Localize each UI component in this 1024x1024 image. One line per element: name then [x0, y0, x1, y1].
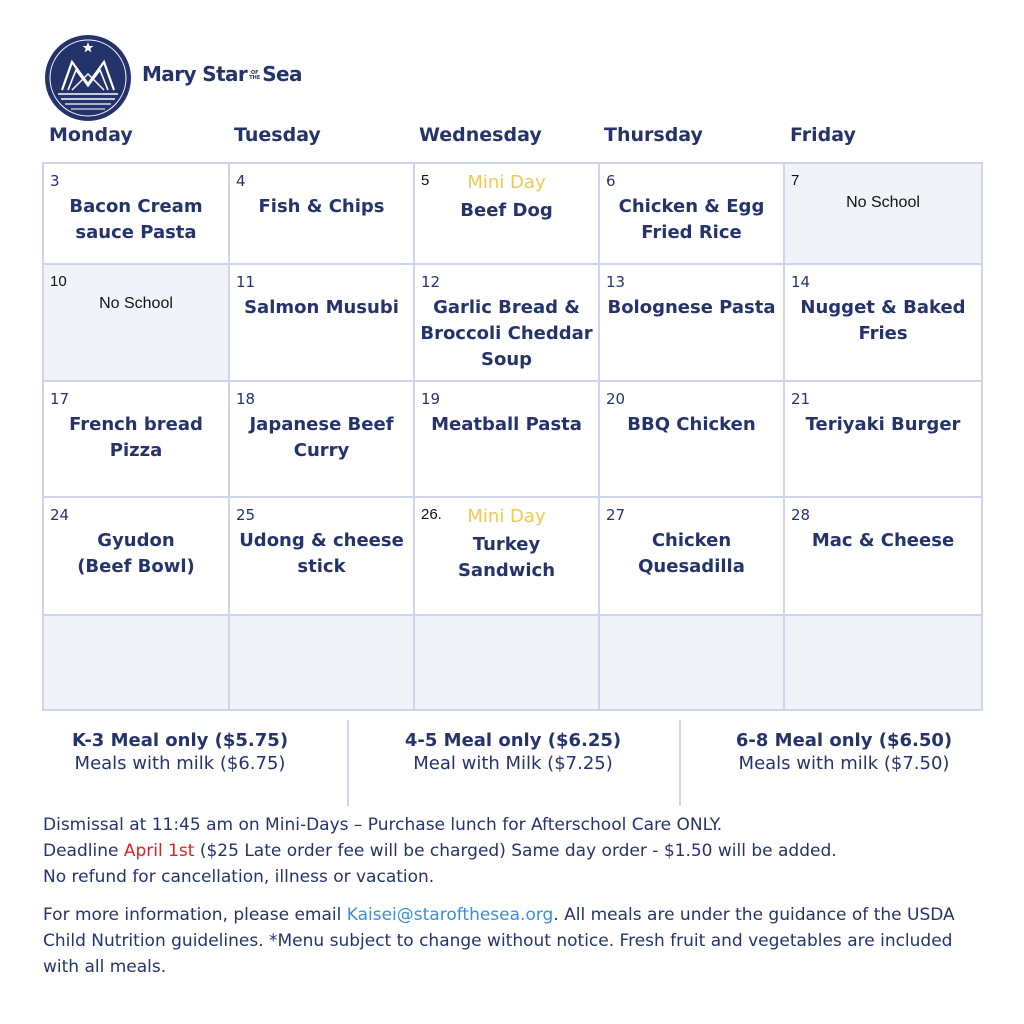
note-deadline-detail: ($25 Late order fee will be charged) Same day order - $1.50 will be added.: [194, 841, 837, 861]
day-cell: [599, 163, 784, 264]
weekday-tuesday: Tuesday: [234, 124, 321, 146]
note-deadline-label: Deadline: [43, 841, 124, 861]
day-cell: [229, 264, 414, 381]
meal-name: Mac & Cheese: [811, 530, 955, 551]
meal-name: Udong & cheese stick: [239, 530, 404, 577]
meal-name: Teriyaki Burger: [805, 414, 961, 435]
school-name-part: Mary Star: [142, 62, 248, 86]
day-number: 12: [421, 273, 441, 291]
day-cell: [784, 264, 982, 381]
day-number: 6: [606, 172, 616, 190]
note-refund: No refund for cancellation, illness or vacation.: [43, 867, 435, 887]
price-title: 4-5 Meal only ($6.25): [404, 730, 622, 751]
day-number: 10: [50, 273, 67, 290]
school-name: [142, 62, 302, 86]
day-number: 21: [791, 390, 811, 408]
price-6-8: [694, 730, 994, 774]
meal-name: Nugget & Baked Fries: [800, 297, 966, 344]
day-cell: [229, 497, 414, 615]
deadline-date: April 1st: [123, 841, 195, 861]
day-cell: [414, 264, 599, 381]
price-subtitle: Meals with milk ($7.50): [738, 753, 950, 774]
day-cell: [43, 381, 229, 497]
day-number: 5: [421, 172, 430, 189]
day-number: 17: [50, 390, 70, 408]
meal-name: Chicken Quesadilla: [638, 530, 745, 577]
note-info-lead: For more information, please email: [43, 905, 347, 925]
meal-name: Bacon Cream sauce Pasta: [69, 196, 203, 243]
school-logo-icon: [44, 34, 132, 122]
divider: [347, 720, 349, 806]
no-school-note: No School: [846, 194, 920, 211]
meal-name: Turkey Sandwich: [457, 534, 556, 581]
meal-name: Salmon Musubi: [244, 297, 399, 318]
school-name-small-of: OF: [250, 69, 259, 76]
day-number: 24: [50, 506, 70, 524]
day-number: 18: [236, 390, 256, 408]
weekday-thursday: Thursday: [604, 124, 703, 146]
empty-cell: [784, 615, 982, 710]
meal-name: Meatball Pasta: [431, 414, 582, 435]
price-subtitle: Meals with milk ($6.75): [74, 753, 286, 774]
school-name-small: [249, 71, 260, 81]
meal-name: Beef Dog: [460, 200, 553, 221]
lunch-calendar-grid: [42, 162, 983, 711]
day-number: 28: [791, 506, 811, 524]
day-cell: [414, 497, 599, 615]
day-cell: [229, 163, 414, 264]
note-dismissal: Dismissal at 11:45 am on Mini-Days – Purchase lunch for Afterschool Care ONLY.: [43, 815, 723, 835]
meal-name: Fish & Chips: [258, 196, 385, 217]
price-title: K-3 Meal only ($5.75): [71, 730, 289, 751]
note-info: [43, 902, 983, 980]
meal-name: Japanese Beef Curry: [249, 414, 394, 461]
day-cell: [414, 381, 599, 497]
day-number: 14: [791, 273, 811, 291]
mini-day-tag: Mini Day: [467, 172, 546, 193]
price-title: 6-8 Meal only ($6.50): [735, 730, 953, 751]
school-name-part: Sea: [262, 62, 302, 86]
meal-name: Chicken & Egg Fried Rice: [618, 196, 765, 243]
empty-cell: [229, 615, 414, 710]
meal-name: French bread Pizza: [69, 414, 203, 461]
day-cell: [43, 163, 229, 264]
day-number: 13: [606, 273, 626, 291]
day-cell: [784, 381, 982, 497]
note-deadline: [43, 838, 983, 864]
weekday-header-row: [42, 124, 983, 154]
empty-cell: [414, 615, 599, 710]
weekday-monday: Monday: [49, 124, 133, 146]
price-4-5: [360, 730, 666, 774]
day-number: 26.: [421, 506, 442, 523]
no-school-note: No School: [99, 295, 173, 312]
meal-name: BBQ Chicken: [627, 414, 756, 435]
mini-day-tag: Mini Day: [467, 506, 546, 527]
price-k3: [42, 730, 318, 774]
day-cell: [784, 497, 982, 615]
meal-prices: [42, 720, 983, 806]
day-cell: [784, 163, 982, 264]
day-number: 3: [50, 172, 60, 190]
day-number: 20: [606, 390, 626, 408]
day-cell: [599, 497, 784, 615]
day-number: 19: [421, 390, 441, 408]
day-number: 7: [791, 172, 800, 189]
weekday-friday: Friday: [790, 124, 856, 146]
day-cell: [43, 497, 229, 615]
weekday-wednesday: Wednesday: [419, 124, 542, 146]
note-info-detail: . All meals are under the guidance of the USDA Child Nutrition guidelines. *Menu subject to change without notice. Fresh fruit and vegetables are included with all meals.: [43, 905, 955, 977]
meal-name: Gyudon (Beef Bowl): [77, 530, 195, 577]
day-number: 11: [236, 273, 256, 291]
day-number: 25: [236, 506, 256, 524]
day-cell: [43, 264, 229, 381]
day-number: 4: [236, 172, 246, 190]
notes-section: [43, 812, 983, 980]
day-number: 27: [606, 506, 626, 524]
meal-name: Bolognese Pasta: [607, 297, 776, 318]
day-cell: [599, 264, 784, 381]
day-cell: [229, 381, 414, 497]
price-subtitle: Meal with Milk ($7.25): [413, 753, 613, 774]
meal-name: Garlic Bread & Broccoli Cheddar Soup: [420, 297, 593, 370]
empty-cell: [599, 615, 784, 710]
contact-email-link[interactable]: Kaisei@starofthesea.org: [346, 905, 554, 925]
day-cell: [414, 163, 599, 264]
day-cell: [599, 381, 784, 497]
school-name-small-the: THE: [249, 74, 261, 81]
empty-cell: [43, 615, 229, 710]
divider: [679, 720, 681, 806]
